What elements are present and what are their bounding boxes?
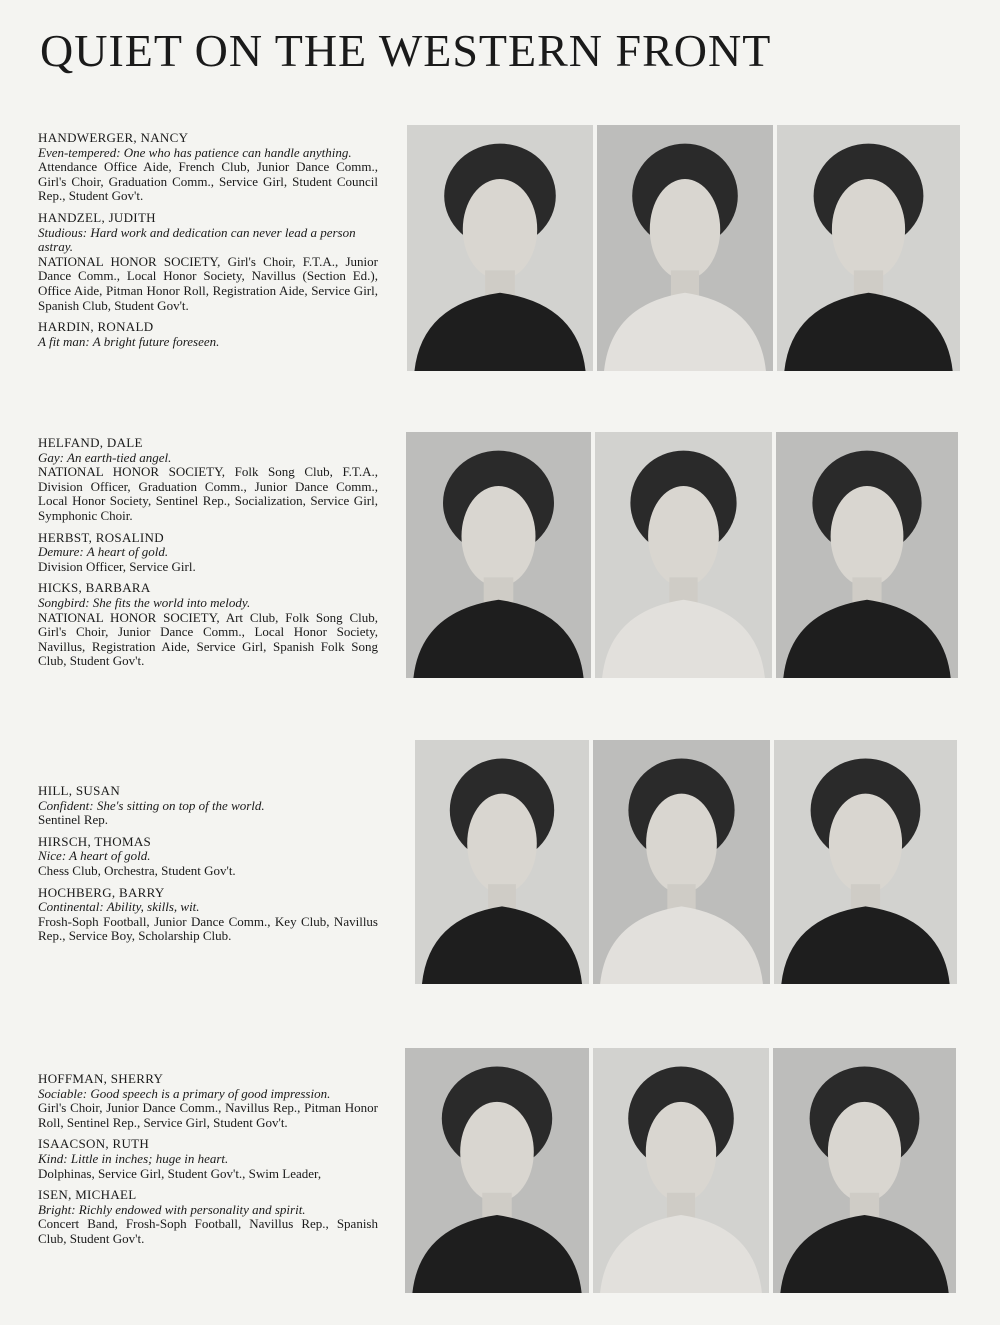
student-name: HERBST, ROSALIND	[38, 529, 164, 545]
portrait-photo	[406, 432, 591, 678]
student-name: HOCHBERG, BARRY	[38, 884, 165, 900]
portrait-silhouette	[415, 740, 589, 984]
student-entry	[38, 131, 378, 204]
portrait-silhouette	[774, 740, 957, 984]
bio-column	[38, 784, 378, 951]
portrait-photo	[593, 740, 770, 984]
portrait-silhouette	[776, 432, 958, 678]
portrait-silhouette	[597, 125, 773, 371]
bio-column	[38, 1072, 378, 1254]
student-motto: Even-tempered: One who has patience can handle anything.	[38, 144, 352, 160]
student-name: HANDWERGER, NANCY	[38, 130, 189, 145]
bio-column	[38, 131, 378, 356]
portrait-photo	[407, 125, 593, 371]
student-activities: NATIONAL HONOR SOCIETY, Folk Song Club, F.T.A., Division Officer, Graduation Comm., Junior Dance Comm., Local Honor Society, Sentinel Rep., Socialization, Service Girl, Symphonic Choir.	[38, 464, 378, 523]
student-motto: Nice: A heart of gold.	[38, 848, 151, 864]
student-motto: Continental: Ability, skills, wit.	[38, 899, 200, 915]
student-activities: Concert Band, Frosh-Soph Football, Navillus Rep., Spanish Club, Student Gov't.	[38, 1216, 378, 1246]
student-motto: Sociable: Good speech is a primary of good impression.	[38, 1085, 331, 1101]
student-motto: Songbird: She fits the world into melody.	[38, 594, 251, 610]
student-motto: A fit man: A bright future foreseen.	[38, 333, 220, 349]
student-entry	[38, 320, 378, 349]
portrait-photo	[415, 740, 589, 984]
student-name: HANDZEL, JUDITH	[38, 209, 156, 225]
student-motto: Kind: Little in inches; huge in heart.	[38, 1150, 229, 1166]
student-name: HILL, SUSAN	[38, 783, 121, 798]
student-activities: NATIONAL HONOR SOCIETY, Art Club, Folk Song Club, Girl's Choir, Junior Dance Comm., Local Honor Society, Navillus, Registration Aide, Service Girl, Spanish Folk Song Club, Student Gov't.	[38, 609, 378, 669]
portrait-photo	[774, 740, 957, 984]
portrait-photo	[595, 432, 772, 678]
student-entry	[38, 1188, 378, 1246]
student-name: HELFAND, DALE	[38, 435, 143, 450]
student-motto: Confident: She's sitting on top of the world.	[38, 797, 265, 813]
portrait-silhouette	[777, 125, 960, 371]
student-motto: Bright: Richly endowed with personality and spirit.	[38, 1201, 306, 1217]
student-motto: Gay: An earth-tied angel.	[38, 449, 172, 465]
portrait-photo	[405, 1048, 589, 1293]
student-entry	[38, 784, 378, 828]
portrait-silhouette	[406, 432, 591, 678]
student-motto: Studious: Hard work and dedication can never lead a person astray.	[38, 224, 356, 255]
student-name: HICKS, BARBARA	[38, 580, 151, 596]
portrait-silhouette	[593, 1048, 769, 1293]
student-activities: Sentinel Rep.	[38, 812, 109, 828]
portrait-silhouette	[773, 1048, 956, 1293]
portrait-silhouette	[407, 125, 593, 371]
portrait-photo	[593, 1048, 769, 1293]
student-activities: Division Officer, Service Girl.	[38, 558, 196, 574]
student-activities: Girl's Choir, Junior Dance Comm., Navillus Rep., Pitman Honor Roll, Sentinel Rep., Service Girl, Student Gov't.	[38, 1100, 378, 1130]
student-activities: Dolphinas, Service Girl, Student Gov't., Swim Leader,	[38, 1165, 322, 1181]
student-entry	[38, 886, 378, 944]
student-entry	[38, 531, 378, 575]
student-name: HIRSCH, THOMAS	[38, 833, 152, 849]
portrait-silhouette	[593, 740, 770, 984]
portrait-photo	[773, 1048, 956, 1293]
page-title: QUIET ON THE WESTERN FRONT	[40, 25, 772, 76]
student-entry	[38, 211, 378, 313]
student-entry	[38, 581, 378, 669]
student-activities: Chess Club, Orchestra, Student Gov't.	[38, 862, 236, 878]
student-activities: Attendance Office Aide, French Club, Junior Dance Comm., Girl's Choir, Graduation Comm., Service Girl, Student Council Rep., Student Gov't.	[38, 159, 378, 204]
student-entry	[38, 436, 378, 524]
portrait-photo	[776, 432, 958, 678]
student-name: ISEN, MICHAEL	[38, 1187, 137, 1203]
portrait-photo	[777, 125, 960, 371]
student-entry	[38, 835, 378, 879]
bio-column	[38, 436, 378, 676]
student-motto: Demure: A heart of gold.	[38, 544, 169, 560]
portrait-silhouette	[595, 432, 772, 678]
portrait-silhouette	[405, 1048, 589, 1293]
student-name: HARDIN, RONALD	[38, 319, 154, 335]
student-entry	[38, 1072, 378, 1130]
student-activities: Frosh-Soph Football, Junior Dance Comm., Key Club, Navillus Rep., Service Boy, Scholarship Club.	[38, 913, 378, 944]
student-name: ISAACSON, RUTH	[38, 1136, 150, 1152]
student-entry	[38, 1137, 378, 1181]
student-name: HOFFMAN, SHERRY	[38, 1071, 164, 1086]
student-activities: NATIONAL HONOR SOCIETY, Girl's Choir, F.T.A., Junior Dance Comm., Local Honor Society, Navillus (Section Ed.), Office Aide, Pitman Honor Roll, Registration Aide, Service Girl, Spanish Club, Student Gov't.	[38, 253, 378, 313]
portrait-photo	[597, 125, 773, 371]
